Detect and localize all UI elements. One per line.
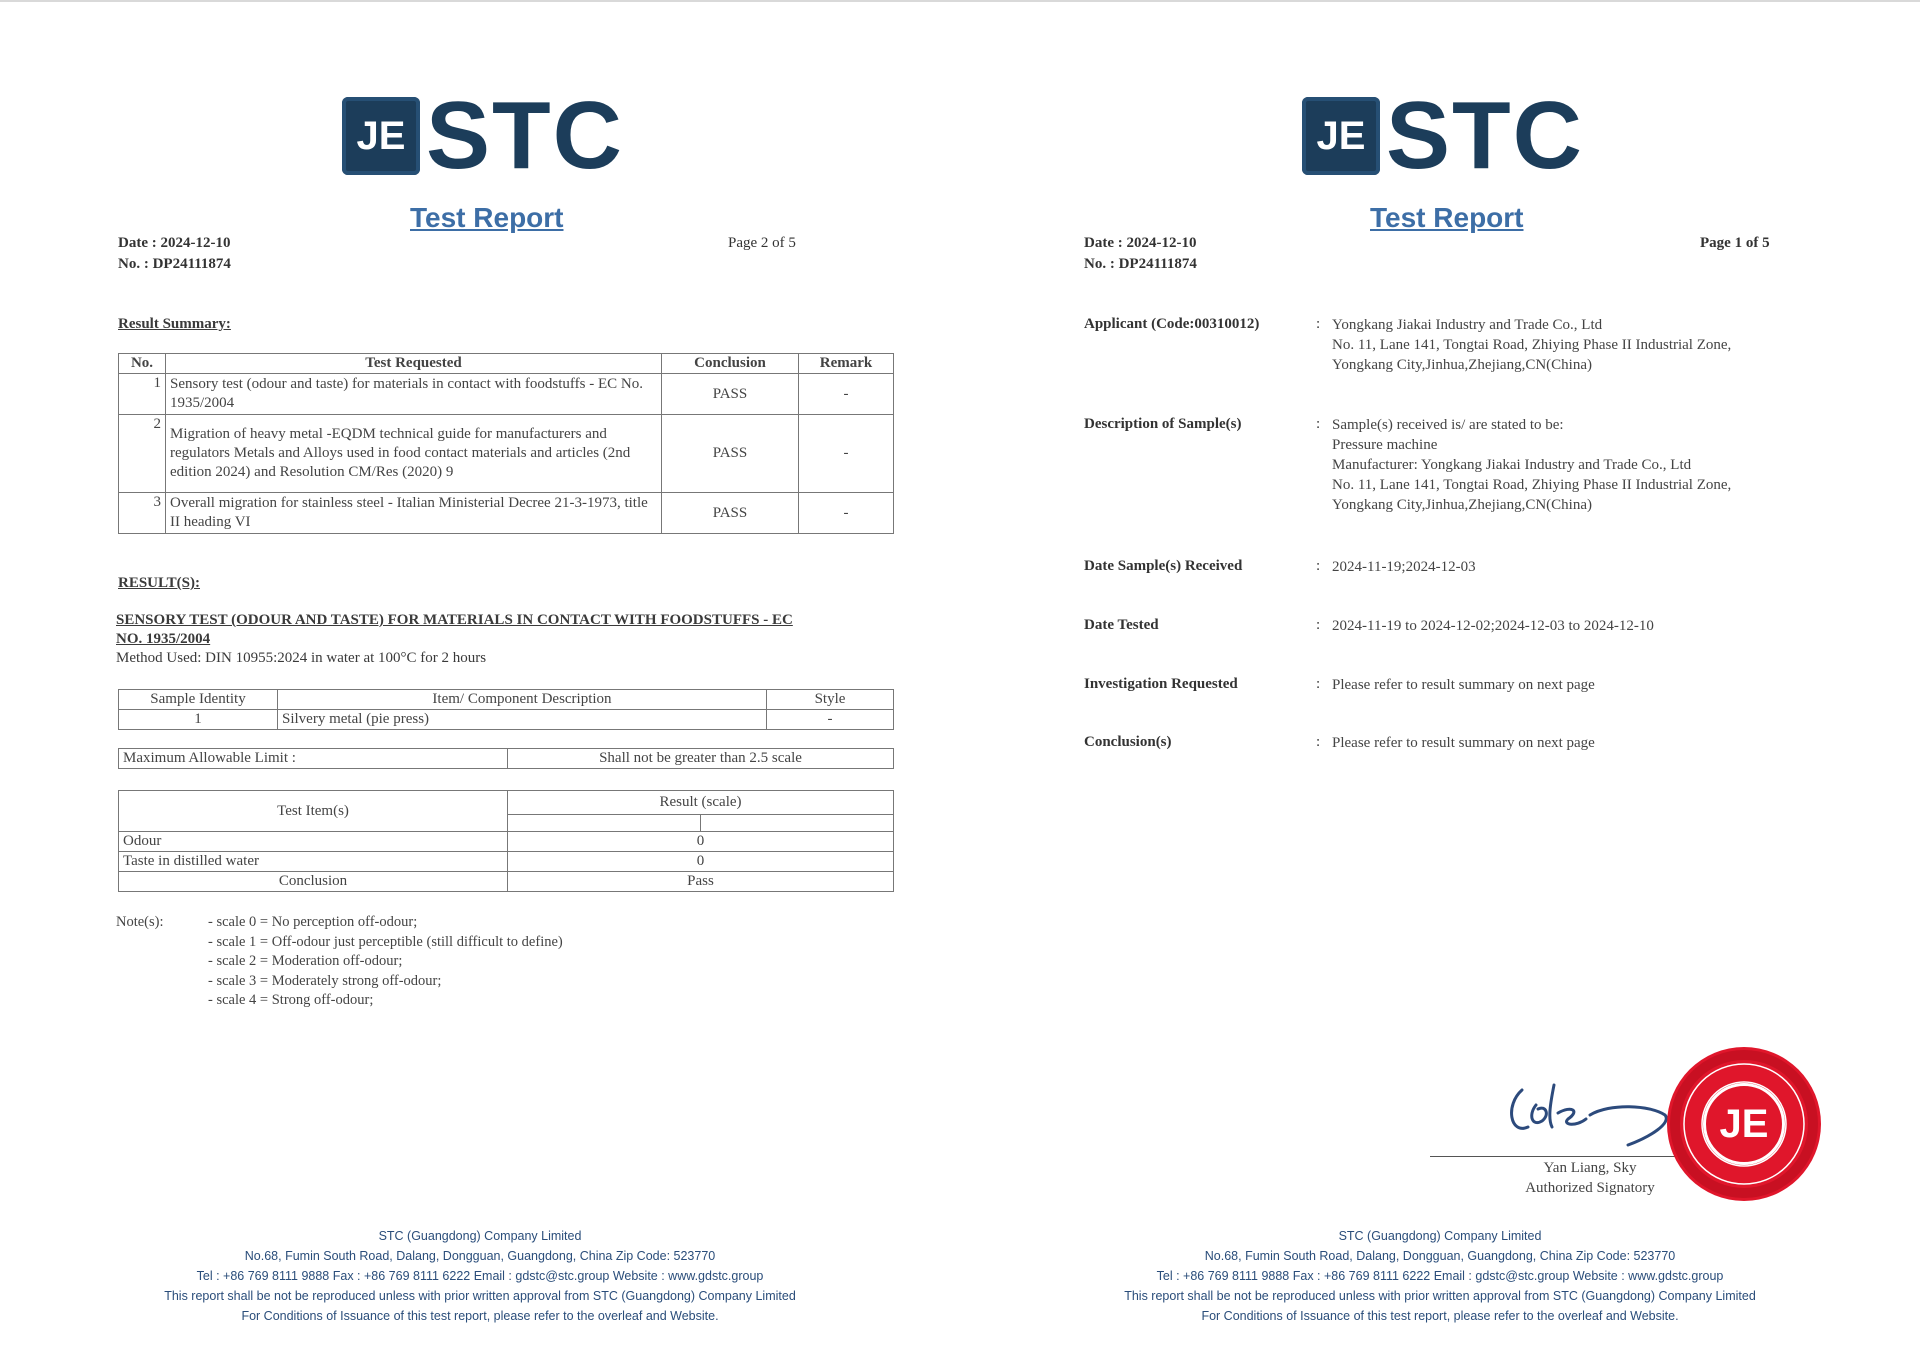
footer-company: STC (Guangdong) Company Limited (1338, 1229, 1542, 1243)
col-conclusion: Conclusion (662, 354, 799, 374)
footer-disclaimer: This report shall be not be reproduced unless with prior written approval from STC (Guangdong) Company Limited (1124, 1289, 1756, 1303)
results-heading: RESULT(S): (118, 575, 200, 591)
method-used: Method Used: DIN 10955:2024 in water at 100°C for 2 hours (116, 650, 487, 666)
footer-conditions: For Conditions of Issuance of this test report, please refer to the overleaf and Website. (241, 1309, 719, 1323)
stc-logo (342, 82, 634, 189)
table-row: Taste in distilled water 0 (119, 852, 894, 872)
table-row (119, 749, 894, 769)
list-item: - scale 2 = Moderation off-odour; (208, 953, 403, 969)
footer-company: STC (Guangdong) Company Limited (378, 1229, 582, 1243)
sensory-section-heading: SENSORY TEST (ODOUR AND TASTE) FOR MATERIALS IN CONTACT WITH FOODSTUFFS - EC NO. 1935/2004 (116, 612, 793, 647)
report-number: No. : DP24111874 (1084, 256, 1197, 272)
footer-address: No.68, Fumin South Road, Dalang, Dongguan, Guangdong, China Zip Code: 523770 (244, 1249, 716, 1263)
list-item: - scale 1 = Off-odour just perceptible (still difficult to define) (208, 933, 563, 950)
sensory-result-table (118, 790, 894, 892)
seal-mark-icon: JE (1703, 1083, 1785, 1165)
page-footer (0, 1226, 960, 1326)
stc-logo (1302, 82, 1594, 189)
page-edge (960, 0, 1920, 2)
table-header-row: Test Item(s) Result (scale) (119, 791, 894, 815)
stc-logo-mark-icon: JE (342, 97, 420, 175)
stc-logo-word: STC (426, 82, 624, 189)
report-title: Test Report (1370, 202, 1524, 233)
list-item: - scale 3 = Moderately strong off-odour; (208, 972, 442, 989)
table-row: Odour 0 (119, 832, 894, 852)
limit-label: Maximum Allowable Limit : (119, 749, 508, 769)
page-number: Page 1 of 5 (1700, 235, 1770, 251)
footer-contact: Tel : +86 769 8111 9888 Fax : +86 769 8111 6222 Email : gdstc@stc.group Website : www.gdstc.group (196, 1269, 764, 1283)
notes-list (208, 913, 563, 1011)
page-edge (0, 0, 960, 2)
table-row: 1 Sensory test (odour and taste) for materials in contact with foodstuffs - EC No. 1935/2004 PASS - (119, 374, 894, 415)
company-seal (1670, 1050, 1818, 1198)
list-item: - scale 0 = No perception off-odour; (208, 914, 418, 930)
col-test-requested: Test Requested (166, 354, 662, 374)
col-no: No. (119, 354, 166, 374)
page-number: Page 2 of 5 (728, 235, 796, 251)
report-date: Date : 2024-12-10 (1084, 235, 1197, 251)
table-row: 3 Overall migration for stainless steel - Italian Ministerial Decree 21-3-1973, title II heading VI PASS - (119, 493, 894, 534)
stc-logo-mark-icon: JE (1302, 97, 1380, 175)
result-summary-heading: Result Summary: (118, 316, 231, 332)
table-header-row: Sample Identity Item/ Component Description Style (119, 690, 894, 710)
footer-address: No.68, Fumin South Road, Dalang, Dongguan, Guangdong, China Zip Code: 523770 (1204, 1249, 1676, 1263)
table-row: 2 Migration of heavy metal -EQDM technical guide for manufacturers and regulators Metals and Alloys used in food contact materials and articles (2nd edition 2024) and Resolution CM/Res (2020) 9 PASS - (119, 415, 894, 493)
signatory-title: Authorized Signatory (1525, 1180, 1655, 1196)
seal-ring (1670, 1050, 1818, 1198)
page-footer (960, 1226, 1920, 1326)
signatory-name: Yan Liang, Sky (1543, 1160, 1637, 1176)
table-row: 1 Silvery metal (pie press) - (119, 710, 894, 730)
report-page-1: JE STC Test Report Date : 2024-12-10 No. : DP24111874 Page 1 of 5 Applicant (Code:00310012) : Yongkang Jiakai Industry and Trade Co., Ltd No. 11, Lane 141, Tongtai Road, Zhiying Phase II Industrial Zone, Yongkang City,Jinhua,Zhejiang,CN(China) Description of Sample(s) : Sample(s) received is/ are stated to be: Pressure machine Manufacturer: Yongkang Jiakai Industry and Trade Co., Ltd No. 11, Lane 141, Tongtai Road, Zhiying Phase II Industrial Zone, Yongkang City,Jinhua,Zhejiang,CN(China) Date Sample(s) Received : 2024-11-19;2024-12-03 Date Tested : 2024-11-19 to 2024-12-02;2024-12-03 to 2024-12-10 Investigation Requested : Please refer to result summary on next page Conclusion(s) : Please refer to result summary on next page Yan Liang, Sky Authorized Signatory JE STC (Guangdong) Company Limited No.68, Fumin South Road, Dalang, Dongguan, Guangdong, China Zip Code: 523770 Tel : +86 769 8111 9888 Fax : +86 769 8111 6222 Email : gdstc@stc.group Website : www.gdstc.group This report shall be not be reproduced unless with prior written approval from STC (Guangdong) Company Limited For Conditions of Issuance of this test report, please refer to the overleaf and Website. (960, 0, 1920, 1357)
limit-value: Shall not be greater than 2.5 scale (508, 749, 894, 769)
col-remark: Remark (799, 354, 894, 374)
table-row: Conclusion Pass (119, 872, 894, 892)
signature-line (1430, 1156, 1690, 1157)
list-item: - scale 4 = Strong off-odour; (208, 992, 374, 1008)
signature (1500, 1075, 1680, 1155)
table-header-row (119, 354, 894, 374)
footer-conditions: For Conditions of Issuance of this test report, please refer to the overleaf and Website. (1201, 1309, 1679, 1323)
sample-table (118, 689, 894, 730)
result-summary-table (118, 353, 894, 534)
report-number: No. : DP24111874 (118, 256, 231, 272)
report-date: Date : 2024-12-10 (118, 235, 231, 251)
footer-disclaimer: This report shall be not be reproduced unless with prior written approval from STC (Guangdong) Company Limited (164, 1289, 796, 1303)
limit-table (118, 748, 894, 769)
stc-logo-word: STC (1386, 82, 1584, 189)
footer-contact: Tel : +86 769 8111 9888 Fax : +86 769 8111 6222 Email : gdstc@stc.group Website : www.gdstc.group (1156, 1269, 1724, 1283)
report-title: Test Report (410, 202, 564, 233)
notes-label: Note(s): (116, 914, 164, 930)
signatory-block (1490, 1158, 1690, 1198)
